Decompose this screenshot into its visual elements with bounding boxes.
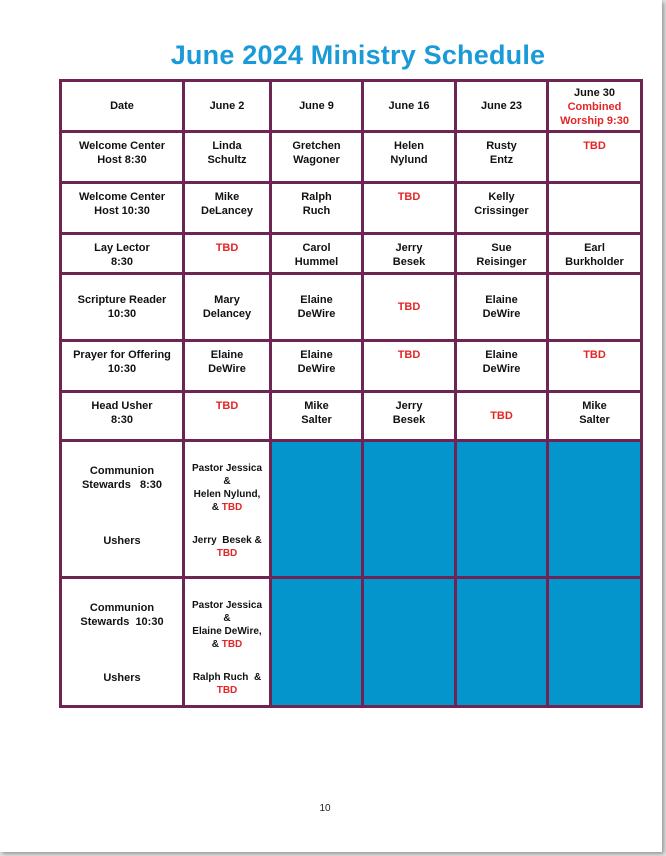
tbd-label: TBD [397,301,421,313]
role-cell [61,274,184,341]
tbd-label: TBD [215,400,239,412]
role-line: Host 10:30 [94,205,150,217]
assignment-cell [363,392,456,441]
tbd-label: TBD [221,502,243,513]
shaded-cell [363,578,456,707]
shaded-cell [363,441,456,578]
role-line: Stewards 10:30 [80,616,164,628]
role-line: Communion [89,465,155,477]
shaded-cell [548,441,642,578]
assignment-cell [184,183,271,234]
role-line: 8:30 [110,256,134,268]
role-line: 10:30 [107,308,137,320]
shaded-cell [548,578,642,707]
header-date: Date [61,81,184,132]
schedule-table [59,79,643,708]
assignment-cell [548,234,642,274]
assignment-cell [363,341,456,392]
name-line: Crissinger [474,205,529,217]
assignment-cell [363,234,456,274]
shaded-cell [456,441,548,578]
header-june-9: June 9 [271,81,363,132]
role-line: Ushers [103,672,141,684]
assignment-cell [548,274,642,341]
assignment-cell [184,341,271,392]
name-line: Reisinger [476,256,527,268]
name-line: Elaine [485,294,518,306]
shaded-cell [456,578,548,707]
name-line: Besek [392,256,426,268]
header-june-23: June 23 [456,81,548,132]
tbd-label: TBD [397,349,421,361]
role-cell [61,341,184,392]
assignment-cell [271,132,363,183]
name-line: Elaine [300,349,333,361]
role-cell [61,441,184,578]
name-line: Mike [582,400,607,412]
tbd-label: TBD [216,685,238,696]
assignment-cell [363,183,456,234]
assignment-cell [184,578,271,707]
assignment-cell [271,183,363,234]
name-line: Ralph [301,191,332,203]
assignment-cell [548,341,642,392]
page-title: June 2024 Ministry Schedule [170,40,546,70]
role-cell [61,183,184,234]
name-line: Jerry Besek & [192,535,262,546]
header-june-30-date: June 30 [574,87,615,99]
header-june-30-note-2: Worship 9:30 [560,115,629,127]
assignment-cell [456,274,548,341]
name-line: Kelly [488,191,515,203]
assignment-cell [548,392,642,441]
assignment-cell [184,132,271,183]
role-line: Scripture Reader [77,294,167,306]
table-row [61,341,642,392]
table-row [61,274,642,341]
role-line: 10:30 [107,363,137,375]
tbd-label: TBD [583,349,606,361]
name-line: Mary [214,294,240,306]
table-row [61,183,642,234]
name-line: DeWire [482,363,521,375]
tbd-label: TBD [215,242,239,254]
assignment-cell [184,234,271,274]
tbd-label: TBD [490,410,513,422]
role-line: Host 8:30 [97,154,147,166]
assignment-cell [548,183,642,234]
name-line: Hummel [294,256,339,268]
table-row [61,578,642,707]
name-line: Wagoner [293,154,340,166]
shaded-cell [271,441,363,578]
name-line: Helen [394,140,424,152]
tbd-label: TBD [583,140,606,152]
role-line: Prayer for Offering [73,349,171,361]
assignment-cell [184,441,271,578]
role-line: Lay Lector [94,242,150,254]
shaded-cell [271,578,363,707]
page-number: 10 [319,803,331,814]
role-line: Welcome Center [79,140,165,152]
assignment-cell [548,132,642,183]
role-line: Head Usher [91,400,153,412]
name-line: Mike [214,191,240,203]
name-line: Pastor Jessica & [191,463,263,487]
name-line: Sue [491,242,512,254]
header-june-30 [548,81,642,132]
name-line: Mike [304,400,329,412]
name-line: Besek [392,414,426,426]
name-line: Gretchen [292,140,341,152]
name-line: Ralph Ruch & [192,672,262,683]
name-line: Elaine [300,294,333,306]
name-line: Jerry [395,400,423,412]
role-cell [61,578,184,707]
name-line: DeLancey [201,205,253,217]
name-line: & [211,639,222,650]
name-line: Salter [579,414,610,426]
table-row [61,392,642,441]
header-june-2: June 2 [184,81,271,132]
name-line: Elaine [485,349,518,361]
header-june-30-note-1: Combined [567,101,622,113]
role-line: Ushers [103,535,141,547]
tbd-label: TBD [216,548,238,559]
name-line: Burkholder [565,256,624,268]
assignment-cell [456,341,548,392]
table-row [61,132,642,183]
name-line: & [211,502,222,513]
name-line: Nylund [390,154,428,166]
tbd-label: TBD [221,639,243,650]
name-line: Delancey [202,308,252,320]
name-line: Elaine [210,349,244,361]
name-line: Elaine DeWire, [192,626,262,637]
header-row [61,81,642,132]
role-line: 8:30 [110,414,134,426]
assignment-cell [271,341,363,392]
role-cell [61,132,184,183]
assignment-cell [271,392,363,441]
name-line: Carol [302,242,331,254]
assignment-cell [456,234,548,274]
assignment-cell [363,274,456,341]
name-line: DeWire [297,363,336,375]
tbd-label: TBD [397,191,421,203]
table-row [61,441,642,578]
name-line: DeWire [482,308,521,320]
assignment-cell [184,274,271,341]
assignment-cell [456,132,548,183]
name-line: Pastor Jessica & [191,600,263,624]
name-line: Salter [301,414,332,426]
name-line: Schultz [207,154,247,166]
name-line: Entz [489,154,514,166]
name-line: Earl [584,242,605,254]
assignment-cell [456,183,548,234]
name-line: Helen Nylund, [193,489,261,500]
header-june-16: June 16 [363,81,456,132]
role-line: Communion [89,602,155,614]
assignment-cell [271,274,363,341]
role-cell [61,392,184,441]
name-line: Rusty [486,140,517,152]
name-line: Ruch [302,205,331,217]
role-line: Welcome Center [79,191,165,203]
table-row [61,234,642,274]
assignment-cell [363,132,456,183]
assignment-cell [271,234,363,274]
name-line: Linda [212,140,242,152]
name-line: DeWire [297,308,336,320]
role-line: Stewards 8:30 [81,479,163,491]
role-cell [61,234,184,274]
assignment-cell [456,392,548,441]
assignment-cell [184,392,271,441]
name-line: Jerry [395,242,423,254]
name-line: DeWire [208,363,246,375]
